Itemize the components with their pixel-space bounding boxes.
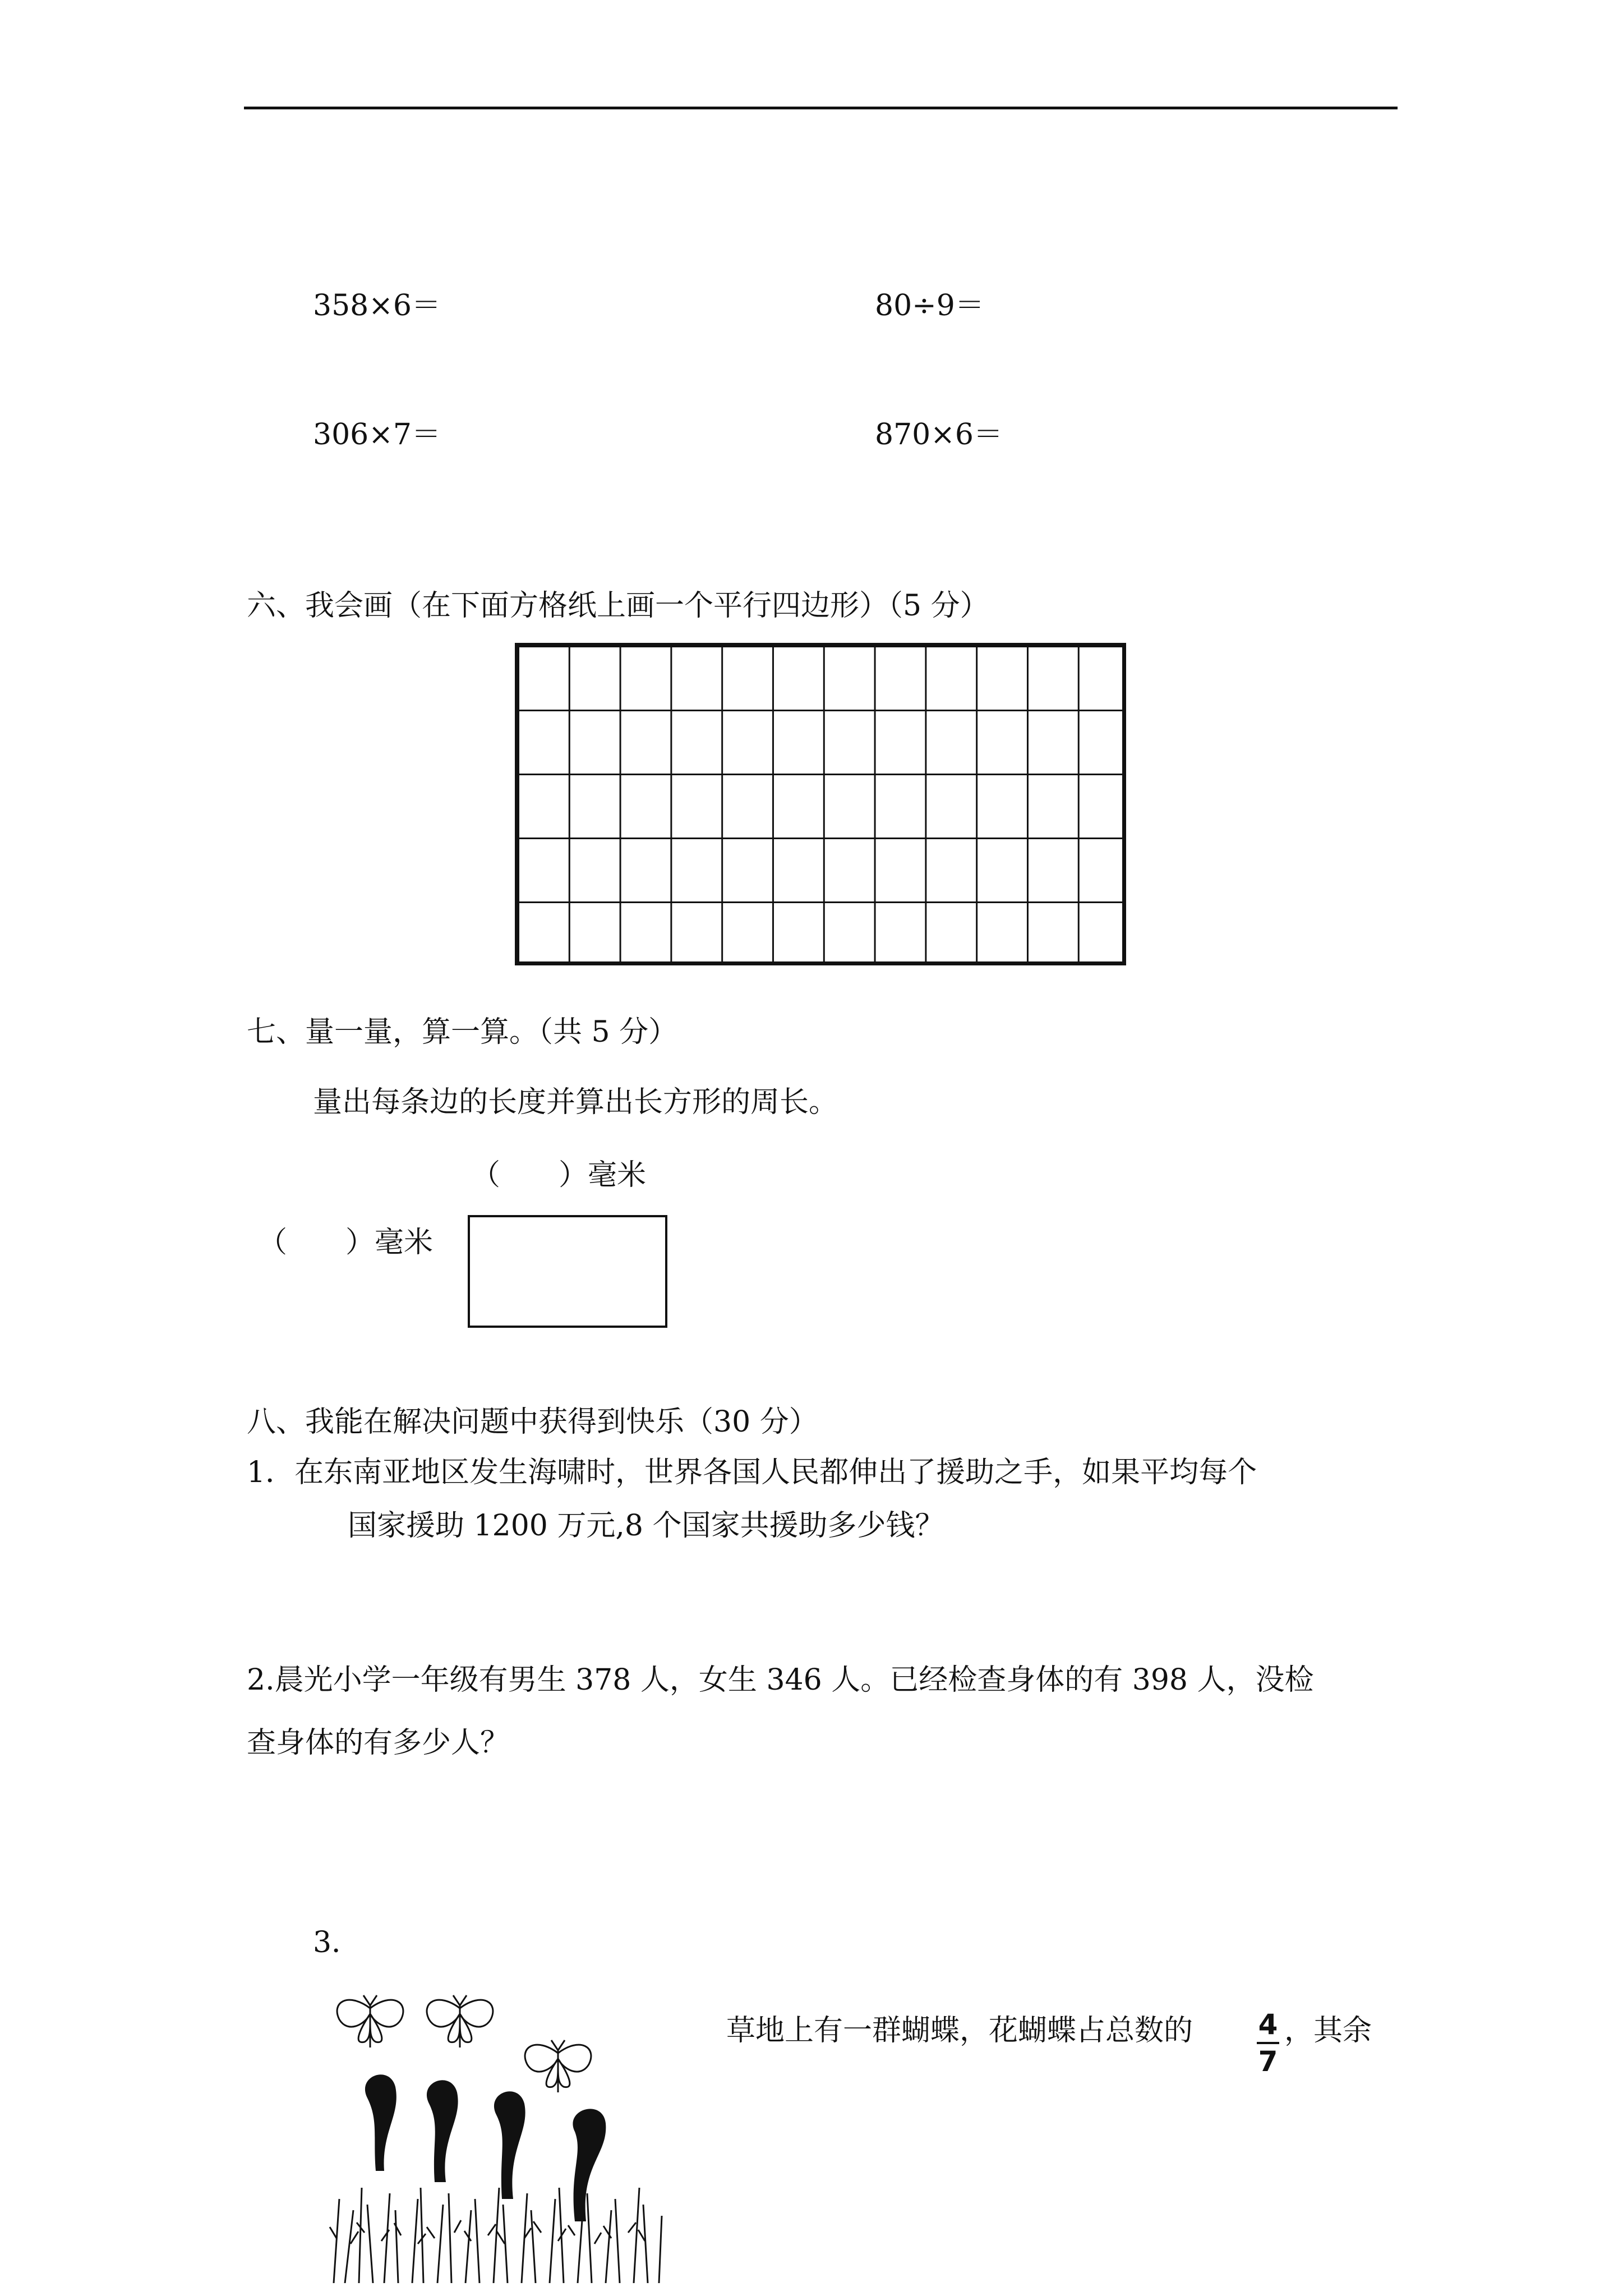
q2-line2: 查身体的有多少人？: [247, 1726, 510, 1760]
butterflies-and-grass-illustration: [328, 1986, 665, 2283]
q2-line1: 2.晨光小学一年级有男生 378 人，女生 346 人。已经检查身体的有 398 人，没检: [247, 1663, 1314, 1697]
calc-870x6: 870×6＝: [875, 418, 1003, 452]
left-length-blank[interactable]: （ ）毫米: [258, 1226, 434, 1259]
fraction-numerator: 4: [1258, 2008, 1278, 2041]
q3-number: 3．: [313, 1926, 361, 1959]
q3-text-after: ，其余: [1284, 2014, 1372, 2047]
grid-paper[interactable]: [515, 643, 1126, 965]
section6-title: 六、我会画（在下面方格纸上画一个平行四边形）（5 分）: [247, 589, 989, 623]
calc-80div9: 80÷9＝: [875, 289, 984, 323]
section8-title: 八、我能在解决问题中获得到快乐（30 分）: [247, 1405, 818, 1439]
fraction-bar: [1257, 2042, 1279, 2044]
q3-text-before: 草地上有一群蝴蝶，花蝴蝶占总数的: [726, 2014, 1193, 2047]
fraction-four-sevenths: [1257, 2008, 1279, 2078]
section7-title: 七、量一量，算一算。（共 5 分）: [247, 1015, 678, 1049]
q1-line2: 国家援助 1200 万元,8 个国家共援助多少钱？: [348, 1509, 944, 1543]
top-length-blank[interactable]: （ ）毫米: [471, 1158, 647, 1192]
calc-306x7: 306×7＝: [313, 418, 441, 452]
measure-rectangle: [468, 1215, 667, 1328]
section7-instruction: 量出每条边的长度并算出长方形的周长。: [313, 1085, 838, 1119]
q1-line1: 1．在东南亚地区发生海啸时，世界各国人民都伸出了援助之手，如果平均每个: [247, 1456, 1257, 1489]
calc-358x6: 358×6＝: [313, 289, 441, 323]
header-rule: [244, 107, 1398, 109]
fraction-denominator: 7: [1258, 2045, 1278, 2078]
